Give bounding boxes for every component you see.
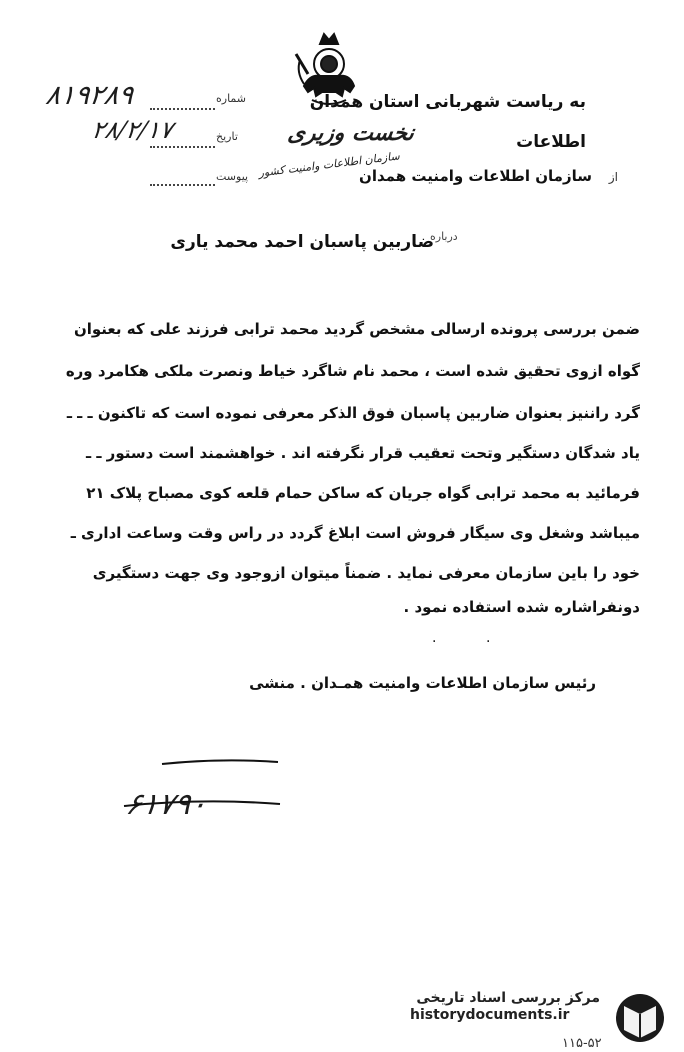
recipient-line: به ریاست شهربانی استان همدان	[309, 92, 586, 112]
body-line: فرمائید به محمد ترابی گواه جریان که ساکن حمام قلعه کوی مصباح پلاک ۲۱	[86, 484, 640, 502]
archive-logo-icon	[612, 992, 668, 1044]
archive-website: historydocuments.ir	[410, 1007, 570, 1023]
department-line: اطلاعات	[516, 132, 586, 152]
divider-stroke	[160, 756, 280, 768]
archive-name: مرکز بررسی اسناد تاریخی	[416, 990, 600, 1006]
body-line: یاد شدگان دستگیر وتحت تعقیب قرار نگرفته اند . خواهشمند است دستور ـ ـ	[85, 444, 640, 462]
handwritten-number: ۸۱۹۲۸۹	[43, 80, 136, 111]
handwritten-agency-stamp: سازمان اطلاعات وامنیت کشور	[257, 149, 401, 180]
body-line: خود را باین سازمان معرفی نماید . ضمناً میتوان ازوجود وی جهت دستگیری	[92, 564, 640, 582]
body-line: گواه ازوی تحقیق شده است ، محمد نام شاگرد خیاط ونصرت ملکی هکامرد وره	[65, 362, 640, 380]
body-line: ضمن بررسی پرونده ارسالی مشخص گردید محمد ترابی فرزند علی که بعنوان	[73, 320, 640, 338]
date-label: تاریخ	[216, 130, 238, 143]
number-dotted-line	[150, 108, 215, 110]
date-dotted-line	[150, 146, 215, 148]
strike-through-line	[122, 796, 282, 810]
handwritten-date: ۲۸/۲/۱۷	[90, 116, 175, 144]
crossed-out-number: ۶۱۷۹۰	[123, 787, 210, 822]
number-label: شماره	[216, 92, 247, 105]
subject-text: ضاربین پاسبان احمد محمد یاری	[170, 232, 434, 252]
signature-line: رئیس سازمان اطلاعات وامنیت همـدان . منشی	[249, 674, 596, 692]
body-line: گرد راننیز بعنوان ضاربین پاسبان فوق الذکر معرفی نموده است که تاکنون ـ ـ ـ	[66, 404, 640, 422]
document-code: ۱۱۵-۵۲	[562, 1036, 602, 1051]
from-prefix: از	[608, 170, 618, 184]
handwritten-ministry-title: نخست وزیری	[286, 120, 416, 146]
sender-line: سازمان اطلاعات وامنیت همدان	[359, 167, 592, 185]
body-line: دونفراشاره شده استفاده نمود .	[403, 598, 640, 616]
dot-mark: .	[486, 630, 491, 646]
attachment-label: پیوست	[216, 170, 249, 183]
dot-mark: .	[432, 630, 437, 646]
attachment-dotted-line	[150, 184, 215, 186]
subject-label: درباره	[430, 230, 458, 243]
body-line: میباشد وشغل وی سیگار فروش است ابلاغ گردد در راس وقت وساعت اداری ـ	[70, 524, 640, 542]
